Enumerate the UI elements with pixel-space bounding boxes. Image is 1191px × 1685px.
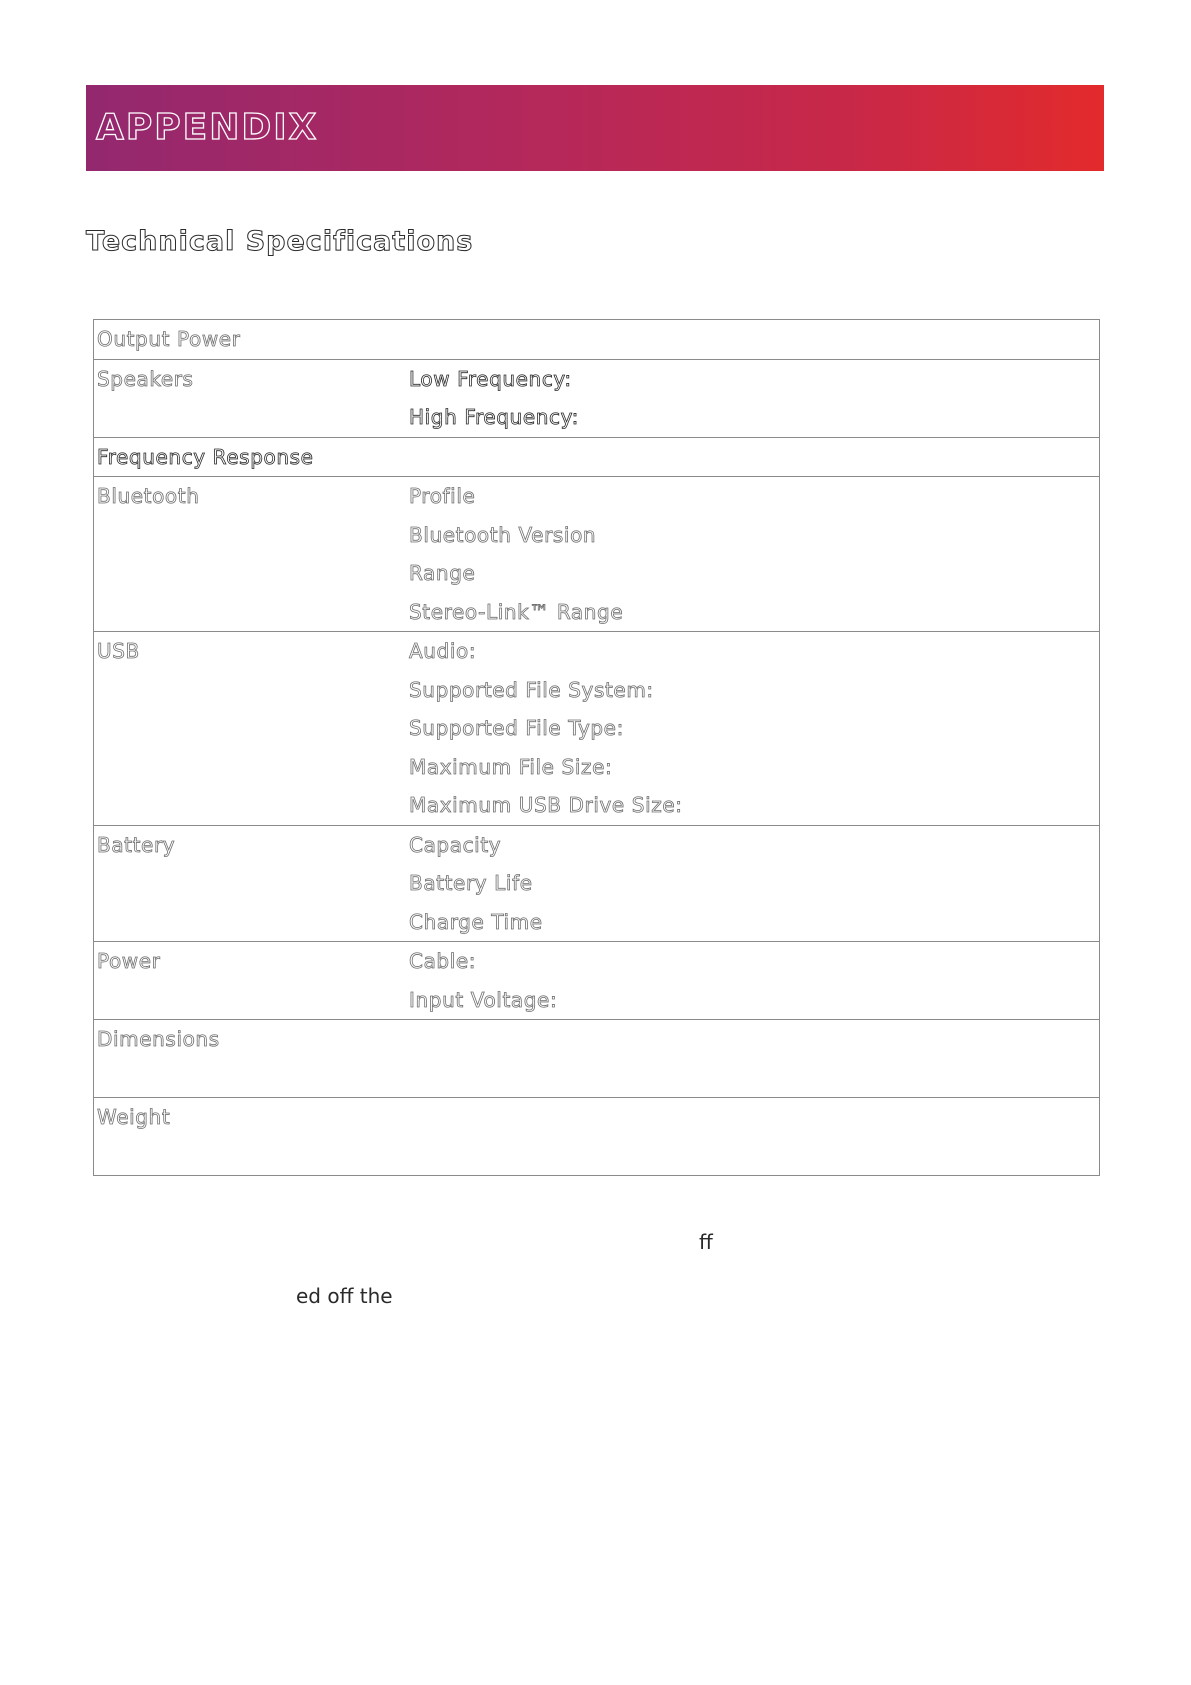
spec-label-battery: Battery — [97, 832, 176, 857]
spec-item-cable: Cable: — [409, 949, 477, 973]
spec-table — [93, 319, 1100, 1176]
spec-item-supported-file-type: Supported File Type: — [409, 716, 624, 740]
spec-row-battery — [94, 825, 1099, 942]
spec-item-supported-file-system: Supported File System: — [409, 677, 654, 702]
spec-item-capacity: Capacity — [409, 832, 502, 857]
spec-row-weight — [94, 1097, 1099, 1175]
spec-label-speakers: Speakers — [97, 366, 194, 391]
spec-item-maximum-file-size: Maximum File Size: — [409, 754, 613, 779]
spec-item-audio: Audio: — [409, 639, 477, 663]
spec-item-bluetooth-version: Bluetooth Version — [409, 522, 597, 547]
spec-row-output-power — [94, 320, 1099, 359]
spec-item-low-frequency: Low Frequency: — [409, 366, 572, 391]
spec-label-dimensions: Dimensions — [97, 1027, 220, 1051]
appendix-banner — [86, 85, 1104, 171]
spec-item-input-voltage: Input Voltage: — [409, 987, 558, 1012]
spec-label-frequency-response: Frequency Response — [97, 444, 314, 469]
banner-title: APPENDIX — [96, 107, 319, 148]
spec-item-battery-life: Battery Life — [409, 871, 533, 895]
spec-row-speakers — [94, 359, 1099, 437]
spec-item-charge-time: Charge Time — [409, 909, 543, 934]
spec-row-power — [94, 941, 1099, 1019]
spec-row-dimensions — [94, 1019, 1099, 1097]
spec-label-bluetooth: Bluetooth — [97, 484, 200, 508]
spec-item-stereo-link-range: Stereo-Link™ Range — [409, 599, 624, 624]
spec-label-usb: USB — [97, 639, 140, 663]
spec-row-usb — [94, 631, 1099, 825]
section-title: Technical Specifications — [86, 226, 474, 257]
spec-label-power: Power — [97, 949, 161, 973]
text-fragment-ed-off-the: ed off the — [296, 1284, 393, 1308]
spec-row-frequency-response — [94, 437, 1099, 477]
spec-row-bluetooth — [94, 476, 1099, 631]
text-fragment-ff: ff — [699, 1230, 713, 1254]
spec-item-profile: Profile — [409, 484, 476, 508]
spec-label-output-power: Output Power — [97, 327, 241, 351]
spec-item-range: Range — [409, 561, 476, 585]
spec-item-maximum-usb-drive-size: Maximum USB Drive Size: — [409, 793, 683, 817]
spec-item-high-frequency: High Frequency: — [409, 405, 579, 429]
spec-label-weight: Weight — [97, 1105, 171, 1129]
